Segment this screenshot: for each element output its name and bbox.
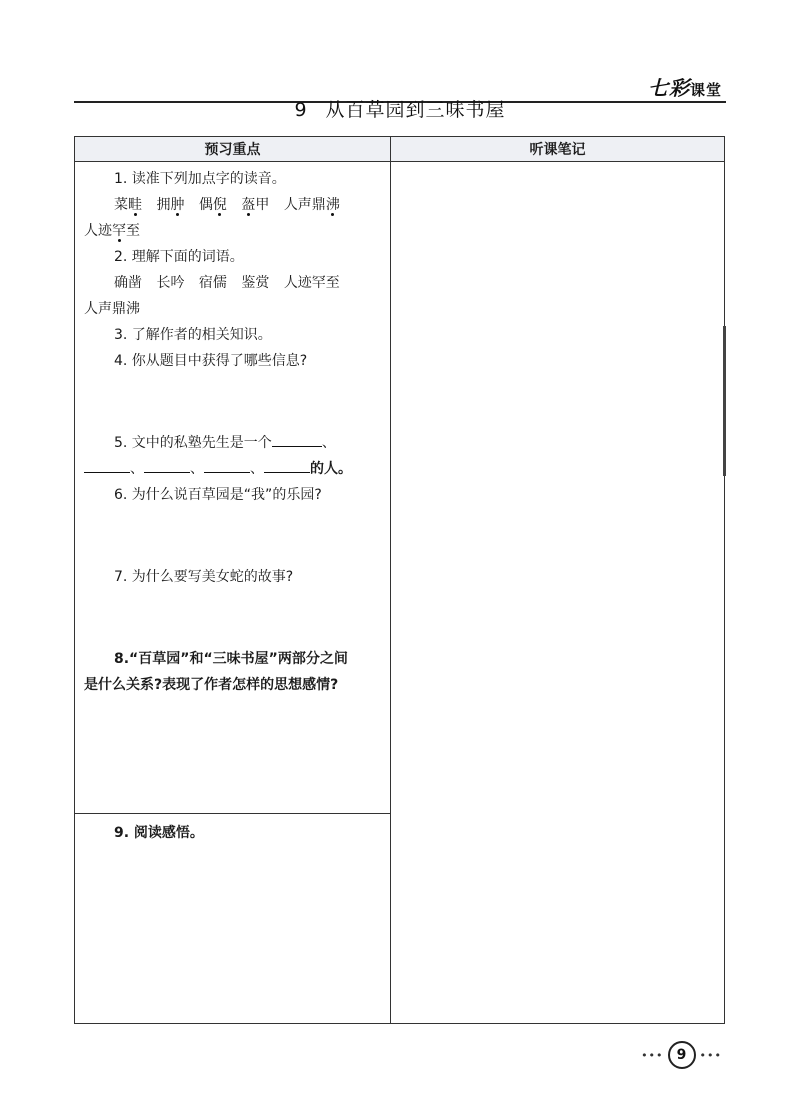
word-5: 人声鼎沸 (283, 197, 340, 213)
word-1: 菜畦 (114, 197, 142, 213)
question-5: 5. 文中的私塾先生是一个 、 (84, 430, 382, 456)
question-5-cont: 、 、 、 的人。 (84, 456, 382, 482)
word-4: 盔甲 (241, 197, 270, 213)
question-9: 9. 阅读感悟。 (114, 825, 204, 841)
question-2: 2. 理解下面的词语。 (114, 249, 244, 265)
blank-field[interactable] (272, 430, 322, 447)
q2-cont: 人声鼎沸 (84, 301, 140, 317)
binding-mark (723, 326, 726, 476)
q5-end: 的人。 (310, 461, 352, 477)
brand-main: 七彩 (647, 76, 690, 100)
preview-section (75, 162, 390, 814)
page-number: 9 (668, 1041, 696, 1069)
lesson-title: 从百草园到三味书屋 (325, 99, 506, 121)
dots-right: ••• (699, 1048, 722, 1062)
word-3: 偶倪 (198, 197, 227, 213)
question-1: 1. 读准下列加点字的读音。 (114, 171, 286, 187)
dots-left: ••• (641, 1048, 664, 1062)
question-7: 7. 为什么要写美女蛇的故事? (114, 569, 294, 585)
word: 宿儒 (198, 275, 227, 291)
word: 长吟 (156, 275, 185, 291)
right-header: 听课笔记 (391, 137, 725, 162)
brand-sub: 课堂 (689, 81, 722, 99)
blank-field[interactable] (84, 456, 130, 473)
blank-field[interactable] (264, 456, 310, 473)
blank-field[interactable] (204, 456, 250, 473)
word-2: 拥肿 (156, 197, 185, 213)
page-title (0, 95, 800, 122)
question-6: 6. 为什么说百草园是“我”的乐园? (114, 487, 322, 503)
q2-words (84, 270, 382, 296)
word: 确凿 (114, 275, 142, 291)
word: 人迹罕至 (283, 275, 340, 291)
question-4: 4. 你从题目中获得了哪些信息? (114, 353, 308, 369)
blank-field[interactable] (144, 456, 190, 473)
q5-text: 5. 文中的私塾先生是一个 (114, 435, 272, 451)
study-table (74, 136, 725, 1024)
q1-cont: 人迹罕至 (84, 223, 140, 239)
left-header: 预习重点 (75, 137, 391, 162)
page-footer (641, 1041, 722, 1069)
question-3: 3. 了解作者的相关知识。 (114, 327, 272, 343)
reflection-section (75, 814, 390, 1023)
question-8-cont: 是什么关系?表现了作者怎样的思想感情? (84, 677, 339, 693)
notes-column[interactable] (391, 162, 725, 1024)
question-8: 8.“百草园”和“三味书屋”两部分之间 (114, 651, 348, 667)
preview-column (75, 162, 391, 1024)
lesson-number: 9 (294, 99, 308, 121)
q1-words (84, 192, 382, 218)
word: 鉴赏 (241, 275, 270, 291)
